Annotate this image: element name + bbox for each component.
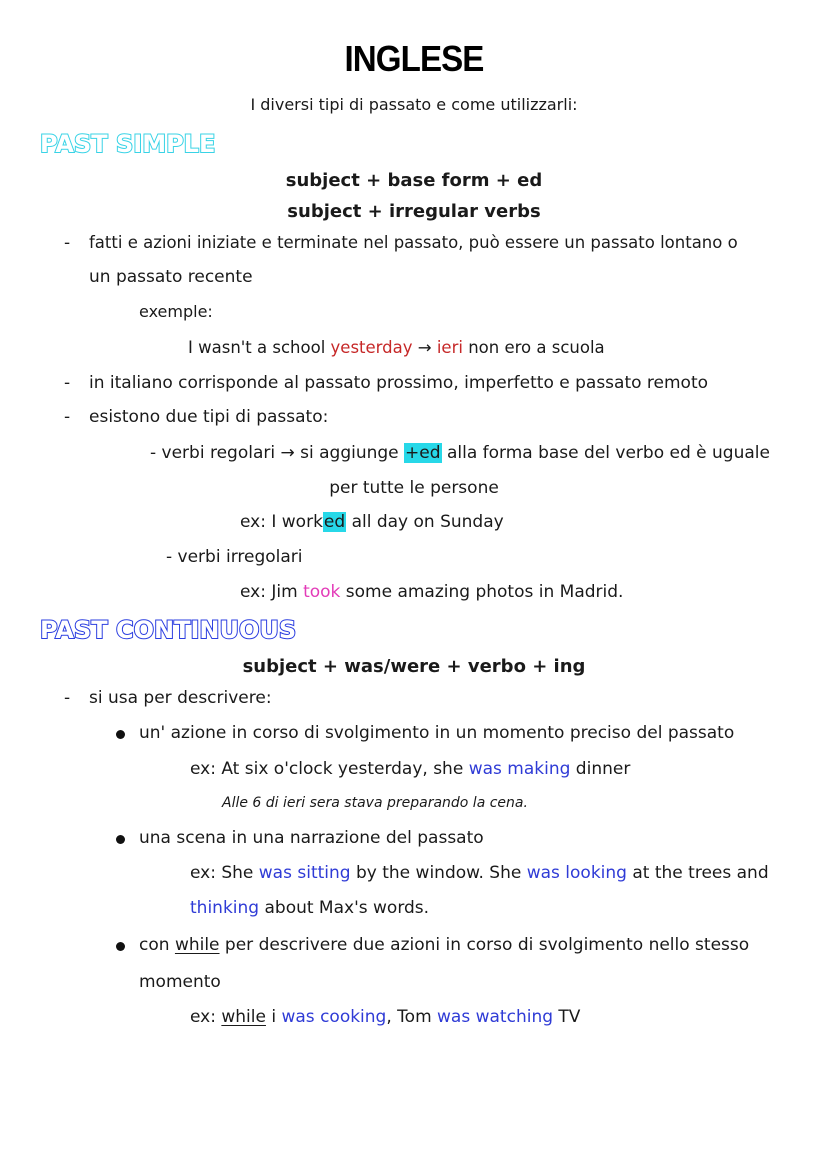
regular-pre: - verbi regolari → si aggiunge [150,443,405,463]
regular-verbs-line-2: per tutte le persone [329,478,499,498]
example-sentence [188,338,605,357]
past-continuous-intro: si usa per descrivere: [89,688,272,708]
regular-post: alla forma base del verbo ed è uguale [441,443,770,463]
bullet-3-line-1 [139,935,749,955]
formula-past-continuous: subject + was/were + verbo + ing [242,656,586,677]
example-word: yesterday [330,338,413,357]
bullet-2-example-line-1 [190,863,769,883]
section-heading-past-simple: PAST SIMPLE [40,130,216,158]
bullet-3-ex-verb-1: was cooking [281,1007,387,1027]
past-simple-point-1-line-2: un passato recente [89,267,253,287]
bullet-1-ex-post: dinner [570,759,631,779]
formula-regular: subject + base form + ed [285,170,543,191]
bullet-3-ex-mid-2: , Tom [386,1007,438,1027]
example-pre: I wasn't a school [188,338,331,357]
bullet-2-ex-post: about Max's words. [259,898,430,918]
past-simple-point-3: esistono due tipi di passato: [89,407,329,427]
irregular-ex-pre: ex: Jim [240,582,304,602]
bullet-2-ex-verb-2: was looking [526,863,627,883]
regular-verbs-line-1 [150,443,770,463]
dash-marker: - [64,688,71,708]
page-title: INGLESE [344,38,484,79]
example-label: exemple: [139,302,213,321]
bullet-3-line-2: momento [139,972,221,992]
regular-ex-pre: ex: I work [240,512,323,532]
bullet-3-ex-mid-1: i [265,1007,282,1027]
bullet-3-while: while [174,935,220,955]
bullet-3-ex-pre: ex: [190,1007,222,1027]
irregular-verbs-label: - verbi irregolari [166,547,303,567]
bullet-dot [116,942,125,951]
bullet-dot [116,835,125,844]
bullet-3-ex-verb-2: was watching [437,1007,554,1027]
dash-marker: - [64,373,71,393]
bullet-2-example-line-2 [190,898,429,918]
irregular-example [240,582,623,602]
bullet-3-pre: con [139,935,175,955]
bullet-1-text: un' azione in corso di svolgimento in un momento preciso del passato [139,723,735,743]
bullet-3-example [190,1007,580,1027]
regular-example [240,512,504,532]
example-translation: ieri [436,338,463,357]
page-subtitle: I diversi tipi di passato e come utilizzarli: [250,95,578,114]
past-simple-point-2: in italiano corrisponde al passato prossimo, imperfetto e passato remoto [89,373,709,393]
formula-irregular: subject + irregular verbs [287,201,541,222]
bullet-1-ex-pre: ex: At six o'clock yesterday, she [190,759,469,779]
bullet-2-ex-verb-1: was sitting [258,863,351,883]
dash-marker: - [64,407,71,427]
bullet-2-ex-mid-2: at the trees and [626,863,769,883]
irregular-ex-post: some amazing photos in Madrid. [340,582,624,602]
regular-ex-post: all day on Sunday [346,512,504,532]
section-heading-past-continuous: PAST CONTINUOUS [40,616,297,644]
bullet-2-text: una scena in una narrazione del passato [139,828,484,848]
arrow-glyph: → [412,338,437,357]
past-simple-point-1-line-1: fatti e azioni iniziate e terminate nel passato, può essere un passato lontano o [89,233,738,252]
bullet-3-ex-while: while [221,1007,266,1027]
bullet-1-translation: Alle 6 di ieri sera stava preparando la cena. [222,795,528,811]
dash-marker: - [64,233,71,253]
bullet-3-post: per descrivere due azioni in corso di svolgimento nello stesso [219,935,750,955]
regular-ex-highlight: ed [323,512,346,532]
example-post: non ero a scuola [462,338,605,357]
bullet-dot [116,730,125,739]
bullet-3-ex-post: TV [553,1007,581,1027]
highlight-ed: +ed [405,443,441,463]
bullet-1-example [190,759,630,779]
bullet-2-ex-mid-1: by the window. She [350,863,527,883]
bullet-2-ex-verb-3: thinking [190,898,260,918]
irregular-ex-verb: took [303,582,341,602]
bullet-2-ex-pre: ex: She [190,863,259,883]
bullet-1-ex-verb: was making [468,759,571,779]
